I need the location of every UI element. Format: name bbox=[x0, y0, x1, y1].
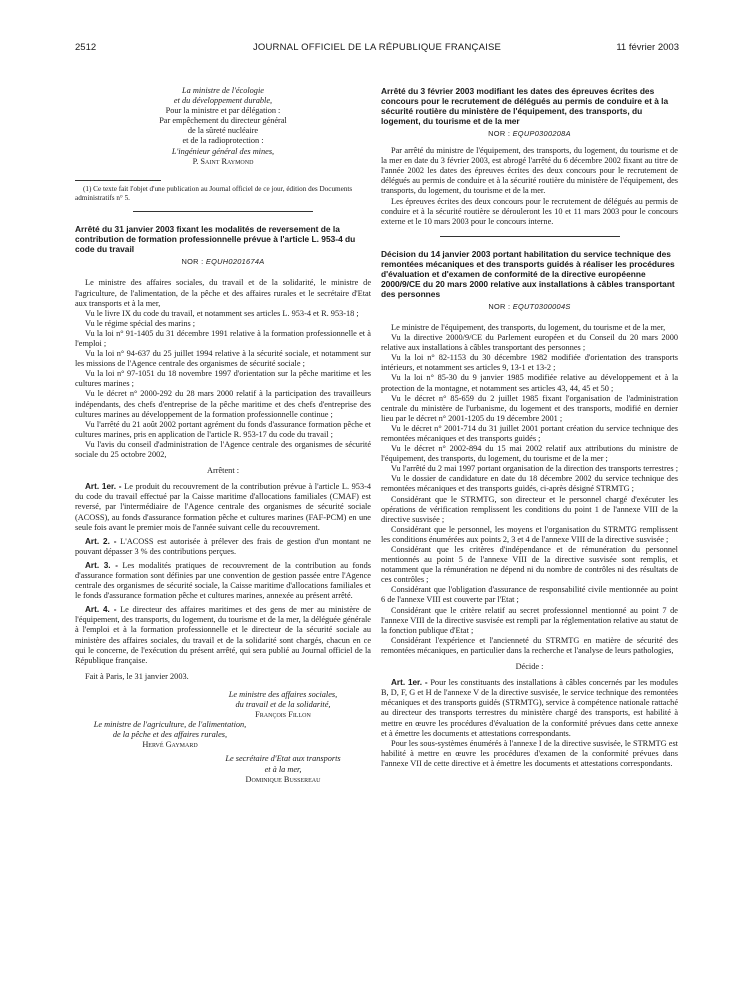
signature-affaires-sociales bbox=[75, 690, 371, 720]
article-2 bbox=[75, 537, 371, 557]
visa-paragraph: Vu la directive 2000/9/CE du Parlement européen et du Conseil du 20 mars 2000 relative aux installations à câbles transportant des personnes ; bbox=[381, 333, 678, 353]
visa-paragraph: Vu le régime spécial des marins ; bbox=[85, 318, 196, 328]
article-text: Le directeur des affaires maritimes et des gens de mer au ministère de l'équipement, des transports, du logement, du tourisme et de la mer, la déléguée générale à l'emploi et à la formation professionnelle et le directeur de la sécurité sociale au ministère des affaires sociales, du travail et de la solidarité sont chargés, chacun en ce qui le concerne, de l'exécution du présent arrêté, qui sera publié au Journal officiel de la République française. bbox=[75, 605, 371, 665]
body-paragraph: Les épreuves écrites des deux concours pour le recrutement de délégués au permis de conduire et à la sécurité routière se dérouleront les 10 et 11 mars 2003 pour le concours externe et le 10 mars 2003 pour le concours interne. bbox=[381, 196, 678, 226]
fait-a-paris: Fait à Paris, le 31 janvier 2003. bbox=[85, 671, 189, 681]
body-paragraph: Pour les sous-systèmes énumérés à l'annexe I de la directive susvisée, le STRMTG est habilité à mettre en œuvre les procédures d'examen de la conformité prévues dans l'annexe VII de cette directive et à émettre les documents et attestations correspondants. bbox=[381, 738, 678, 768]
visa-paragraph: Vu la loi n° 85-30 du 9 janvier 1985 modifiée relative au développement et à la protection de la montagne, et notamment ses articles 43, 44, 45 et 50 ; bbox=[381, 373, 678, 393]
journal-title: JOURNAL OFFICIEL DE LA RÉPUBLIQUE FRANÇAISE bbox=[252, 42, 502, 53]
article-1 bbox=[381, 678, 678, 739]
article-1 bbox=[75, 482, 371, 532]
decide-heading: Décide : bbox=[515, 662, 544, 672]
visa-paragraph: Vu le dossier de candidature en date du 18 décembre 2002 du service technique des remontées mécaniques et des transports guidés, ci-après désigné STRMTG ; bbox=[381, 474, 678, 494]
visa-paragraph: Vu la loi n° 91-1405 du 31 décembre 1991 relative à la formation professionnelle et à l'emploi ; bbox=[75, 328, 371, 348]
article-text: Le produit du recouvrement de la contribution prévue à l'article L. 953-4 du code du travail effectué par la Caisse maritime d'allocations familiales (CMAF) est reversé, par l'intermédiaire de l'Agence centrale des organismes de sécurité sociale (ACOSS), au fonds d'assurance formation pêche et cultures marines (FAF-PCM) en une seule fois avant le premier mois de l'année suivant celle du recouvrement. bbox=[75, 482, 371, 532]
considerant-paragraph: Considérant que les critères d'indépendance et de rémunération du personnel mentionnés au point 5 de l'annexe VIII de la directive susvisée sont remplis, et notamment que la rémunération ne dépend ni du nombre de contrôles ni des résultats de ces contrôles ; bbox=[381, 545, 678, 585]
article-text: Pour les constituants des installations à câbles concernés par les modules B, D, F, G et H de l'annexe V de la directive susvisée, le service technique des remontées mécaniques et des transports guidés (STRMTG), service à compétence nationale rattaché au directeur des transports terrestres du ministère chargé des transports, est habilité à mettre en œuvre les procédures d'évaluation de la conformité prévues dans cette annexe et à émettre les documents et attestations correspondants. bbox=[381, 678, 679, 738]
signature-agriculture bbox=[75, 720, 265, 750]
nor-label: NOR : bbox=[181, 257, 204, 267]
body-paragraph: Par arrêté du ministre de l'équipement, des transports, du logement, du tourisme et de la mer en date du 3 février 2003, est abrogé l'arrêté du 6 décembre 2002 fixant au titre de l'année 2002 les dates des épreuves écrites des deux concours pour le recrutement de délégués au permis de conduire et à la sécurité routière du ministère de l'équipement, des transports, du logement, du tourisme et de la mer. bbox=[381, 146, 678, 196]
considerant-paragraph: Considérant que le personnel, les moyens et l'organisation du STRMTG remplissent les conditions énumérées aux points 2, 3 et 4 de l'annexe VIII de la directive susvisée ; bbox=[381, 524, 678, 544]
signatory-name: P. Saint Raymond bbox=[192, 156, 254, 166]
nor-value: EQUH0201674A bbox=[205, 257, 265, 267]
article-label: Art. 4. - bbox=[85, 605, 117, 615]
visa-paragraph: Vu l'arrêté du 2 mai 1997 portant organisation de la direction des transports terrestres ; bbox=[391, 464, 679, 474]
footnote: (1) Ce texte fait l'objet d'une publication au Journal officiel de ce jour, édition des Documents administratifs n° 5. bbox=[75, 184, 353, 202]
signatory-name: François Fillon bbox=[255, 710, 311, 720]
article-text: L'ACOSS est autorisée à prélever des frais de gestion d'un montant ne pouvant dépasser 3 % des contributions perçues. bbox=[75, 536, 371, 556]
signature-line: Pour la ministre et par délégation : bbox=[165, 106, 281, 116]
signature-line: de la sûreté nucléaire bbox=[187, 126, 259, 136]
decision-title: Décision du 14 janvier 2003 portant habilitation du service technique des remontées mécaniques et des transports guidés à réaliser les procédures d'évaluation et d'examen de conformité de la directive européenne 2000/9/CE du 20 mars 2000 relative aux installations à câbles transportant des personnes bbox=[381, 248, 675, 299]
signature-line: Par empêchement du directeur général bbox=[159, 116, 287, 126]
article-4 bbox=[75, 605, 371, 666]
visa-paragraph: Vu la loi n° 97-1051 du 18 novembre 1997 d'orientation sur la pêche maritime et les cultures marines ; bbox=[75, 369, 371, 389]
considerant-paragraph: Considérant que le STRMTG, son directeur et le personnel chargé d'exécuter les opérations de vérification remplissent les conditions du point 1 de l'annexe VIII de la directive susvisée ; bbox=[381, 494, 678, 524]
nor-value: EQUT0300004S bbox=[512, 301, 571, 311]
signatory-title: Le secrétaire d'Etat aux transports bbox=[225, 754, 341, 764]
visa-paragraph: Vu l'arrêté du 21 août 2002 portant agrément du fonds d'assurance formation pêche et cultures marines, pris en application de l'article R. 953-17 du code du travail ; bbox=[75, 419, 371, 439]
left-column bbox=[75, 86, 371, 785]
nor-reference bbox=[75, 257, 371, 267]
signature-block-ecologie bbox=[75, 86, 371, 167]
nor-label: NOR : bbox=[488, 129, 511, 138]
visa-paragraph: Vu la loi n° 82-1153 du 30 décembre 1982 modifiée d'orientation des transports intérieurs, et notamment ses articles 9, 13-1 et 13-2 ; bbox=[381, 353, 678, 373]
visa-paragraph: Vu le livre IX du code du travail, et notamment ses articles L. 953-4 et R. 953-18 ; bbox=[85, 308, 359, 318]
signatory-title: La ministre de l'écologie bbox=[182, 86, 264, 95]
page-header bbox=[75, 42, 679, 56]
nor-value: EQUP0300208A bbox=[512, 129, 571, 138]
issue-date: 11 février 2003 bbox=[616, 42, 679, 53]
article-label: Art. 1er. - bbox=[85, 482, 122, 492]
article-3 bbox=[75, 561, 371, 601]
section-separator bbox=[133, 211, 313, 212]
visa-paragraph: Vu le décret n° 2000-292 du 28 mars 2000 relatif à la participation des travailleurs indépendants, des chefs d'entreprise de la pêche maritime et des chefs d'entreprise des cultures marines au développement de la formation professionnelle continue ; bbox=[75, 389, 371, 419]
signatory-title: et à la mer, bbox=[264, 764, 302, 774]
considerant-paragraph: Considérant que l'obligation d'assurance de responsabilité civile mentionnée au point 6 de l'annexe VIII est couverte par l'Etat ; bbox=[381, 585, 678, 605]
signature-line: et de la radioprotection : bbox=[182, 136, 264, 146]
visa-paragraph: Vu le décret n° 2001-714 du 31 juillet 2001 portant création du service technique des remontées mécaniques et des transports guidés ; bbox=[381, 423, 678, 443]
considerant-paragraph: Considérant que le critère relatif au secret professionnel mentionné au point 7 de l'annexe VIII de la directive susvisée est rempli par la réglementation relative au statut de la fonction publique d'Etat ; bbox=[381, 605, 678, 635]
signatory-title: et du développement durable, bbox=[173, 96, 273, 106]
considerant-paragraph: Considérant l'expérience et l'ancienneté du STRMTG en matière de sécurité des remontées mécaniques, en particulier dans la recherche et l'analyse de leurs pathologies, bbox=[381, 635, 678, 655]
signatory-title: L'ingénieur général des mines, bbox=[171, 146, 275, 156]
signatory-title: du travail et de la solidarité, bbox=[235, 700, 331, 709]
arretent-heading: Arrêtent : bbox=[206, 466, 240, 476]
signature-transports bbox=[75, 754, 371, 784]
arrete-title: Arrêté du 3 février 2003 modifiant les dates des épreuves écrites des concours pour le recrutement de délégués au permis de conduire et à la sécurité routière du ministère de l'équipement, des transports, du logement, du tourisme et de la mer bbox=[381, 86, 669, 126]
arrete-title: Arrêté du 31 janvier 2003 fixant les modalités de reversement de la contribution de formation professionnelle prévue à l'article L. 953-4 du code du travail bbox=[75, 224, 356, 255]
right-column bbox=[381, 86, 678, 769]
visa-paragraph: Vu le décret n° 2002-894 du 15 mai 2002 relatif aux attributions du ministre de l'équipement, des transports, du logement, du tourisme et de la mer ; bbox=[381, 444, 678, 464]
article-label: Art. 3. - bbox=[85, 560, 118, 570]
nor-reference bbox=[381, 302, 678, 312]
visa-paragraph: Vu le décret n° 85-659 du 2 juillet 1985 fixant l'organisation de l'administration centrale du ministère de l'urbanisme, du logement et des transports, modifié en dernier lieu par le décret n° 2001-1205 du 19 décembre 2001 ; bbox=[381, 393, 678, 423]
section-separator bbox=[440, 236, 620, 237]
visa-paragraph: Le ministre des affaires sociales, du travail et de la solidarité, le ministre de l'agriculture, de l'alimentation, de la pêche et des affaires rurales et le secrétaire d'Etat aux transports et à la mer, bbox=[75, 278, 371, 308]
visa-paragraph: Vu l'avis du conseil d'administration de l'Agence centrale des organismes de sécurité sociale du 25 octobre 2002, bbox=[75, 439, 371, 460]
nor-label: NOR : bbox=[488, 301, 511, 311]
signatory-title: de la pêche et des affaires rurales, bbox=[112, 730, 228, 740]
article-label: Art. 2. - bbox=[85, 536, 117, 546]
signatory-name: Dominique Bussereau bbox=[245, 774, 321, 784]
footnote-rule bbox=[75, 180, 161, 181]
article-text: Les modalités pratiques de recouvrement de la contribution au fonds d'assurance formation sont définies par une convention de gestion passée entre l'Agence centrale des organismes de sécurité sociale, la Caisse maritime d'allocations familiales et le fonds d'assurance formation pêche et cultures marines, annexée au présent arrêté. bbox=[75, 560, 371, 601]
signatory-name: Hervé Gaymard bbox=[142, 740, 198, 750]
signatory-title: Le ministre de l'agriculture, de l'alimentation, bbox=[93, 720, 247, 730]
visa-paragraph: Le ministre de l'équipement, des transports, du logement, du tourisme et de la mer, bbox=[391, 322, 666, 332]
page-number: 2512 bbox=[75, 42, 97, 53]
article-label: Art. 1er. - bbox=[391, 678, 428, 688]
nor-reference bbox=[381, 129, 678, 139]
visa-paragraph: Vu la loi n° 94-637 du 25 juillet 1994 relative à la sécurité sociale, et notamment sur les missions de l'Agence centrale des organismes de sécurité sociale ; bbox=[75, 349, 371, 369]
signatory-title: Le ministre des affaires sociales, bbox=[228, 689, 338, 699]
